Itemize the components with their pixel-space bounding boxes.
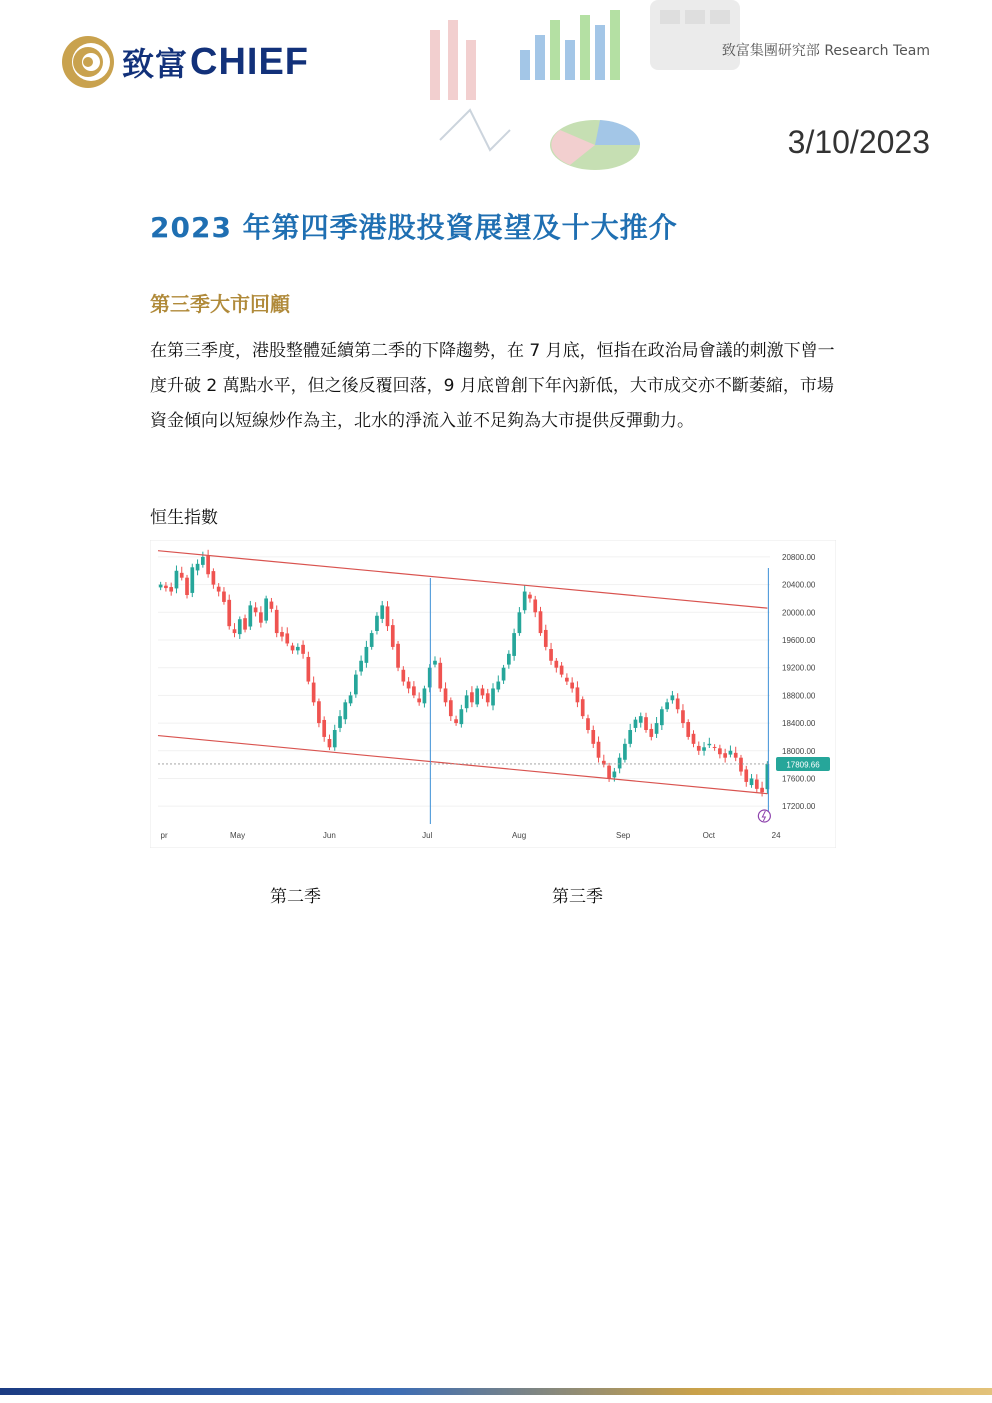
- candle-body: [539, 611, 543, 633]
- candle-body: [159, 585, 163, 588]
- candle-body: [201, 557, 205, 565]
- candle-body: [449, 700, 453, 716]
- chart-caption: 恒生指數: [150, 508, 218, 528]
- candle-body: [554, 661, 558, 668]
- candle-body: [275, 610, 279, 633]
- candle-body: [212, 571, 216, 585]
- candle-body: [301, 645, 305, 654]
- candle-body: [465, 695, 469, 708]
- candle-body: [328, 739, 332, 747]
- x-tick-label: 24: [771, 831, 781, 840]
- x-tick-label: Jun: [322, 831, 336, 840]
- y-tick-label: 19600.00: [782, 636, 816, 645]
- candle-body: [460, 709, 464, 724]
- candle-body: [396, 644, 400, 668]
- candle-body: [190, 567, 194, 593]
- candle-body: [365, 647, 369, 663]
- candle-body: [296, 647, 300, 650]
- candle-body: [576, 687, 580, 702]
- candle-body: [560, 666, 564, 675]
- candle-body: [671, 695, 675, 700]
- candle-body: [760, 788, 764, 793]
- quarter-label-q2: 第二季: [270, 887, 321, 907]
- candle-body: [512, 633, 516, 656]
- candle-body: [518, 612, 522, 633]
- candle-body: [423, 688, 427, 703]
- candle-body: [354, 675, 358, 695]
- candle-body: [686, 722, 690, 737]
- candle-body: [750, 778, 754, 785]
- candle-body: [259, 612, 263, 622]
- candle-body: [428, 668, 432, 688]
- candle-body: [444, 688, 448, 702]
- research-team-label: 致富集團研究部 Research Team: [721, 43, 930, 59]
- logo-text-chinese: 致富: [122, 45, 189, 83]
- candle-body: [438, 663, 442, 689]
- candle-body: [523, 592, 527, 611]
- candle-body: [412, 686, 416, 695]
- candle-body: [533, 600, 537, 613]
- candle-body: [744, 769, 748, 781]
- y-tick-label: 20800.00: [782, 552, 816, 562]
- x-tick-label: Oct: [702, 831, 716, 840]
- header-decorative-illustration: [400, 0, 760, 200]
- y-tick-label: 18400.00: [782, 719, 816, 729]
- candle-body: [676, 699, 680, 710]
- hsi-candlestick-chart: [150, 540, 836, 848]
- candle-body: [454, 719, 458, 723]
- chief-logo-icon: [60, 34, 116, 90]
- candle-body: [238, 619, 242, 634]
- candle-body: [370, 633, 374, 647]
- candle-body: [634, 720, 638, 728]
- candle-body: [343, 702, 347, 719]
- candle-body: [718, 748, 722, 754]
- candle-body: [169, 587, 173, 592]
- candle-body: [285, 633, 289, 643]
- y-tick-label: 17200.00: [782, 802, 816, 812]
- candle-body: [481, 688, 485, 695]
- candle-body: [264, 598, 268, 620]
- candle-body: [723, 753, 727, 758]
- candle-body: [755, 780, 759, 789]
- candle-body: [491, 688, 495, 705]
- candle-body: [586, 718, 590, 730]
- candle-body: [470, 692, 474, 702]
- candle-body: [175, 571, 179, 589]
- y-tick-label: 18800.00: [782, 691, 816, 701]
- last-price-label: 17809.66: [786, 760, 820, 770]
- x-tick-label: Jul: [422, 831, 433, 840]
- x-tick-label: May: [229, 831, 246, 840]
- candle-body: [486, 693, 490, 702]
- y-tick-label: 19200.00: [782, 663, 816, 673]
- candle-body: [270, 602, 274, 609]
- candle-body: [291, 646, 295, 651]
- candle-body: [386, 606, 390, 626]
- candle-body: [417, 699, 421, 703]
- candle-body: [639, 716, 643, 723]
- candle-body: [206, 556, 210, 574]
- candle-body: [312, 683, 316, 703]
- candle-body: [692, 734, 696, 744]
- candle-body: [217, 587, 221, 592]
- candle-body: [407, 682, 411, 689]
- candle-body: [649, 729, 653, 737]
- candle-body: [628, 730, 632, 744]
- candle-body: [681, 710, 685, 723]
- candle-body: [660, 709, 664, 725]
- candle-body: [565, 678, 569, 682]
- candle-body: [502, 668, 506, 681]
- y-tick-label: 17600.00: [782, 774, 816, 784]
- event-marker-icon: [758, 810, 770, 822]
- candle-body: [665, 702, 669, 709]
- section-paragraph-q3-review: 在第三季度，港股整體延續第二季的下降趨勢，在 7 月底，恒指在政治局會議的刺激下曾一度升破 2 萬點水平，但之後反覆回落，9 月底曾創下年內新低，大市成交亦不斷萎縮，市場資金傾向以短線炒作為主，北水的淨流入並不足夠為大市提供反彈動力。: [150, 341, 835, 431]
- section-heading-q3-review: 第三季大市回顧: [150, 292, 290, 316]
- candle-body: [644, 717, 648, 730]
- candle-body: [391, 625, 395, 647]
- candle-body: [544, 630, 548, 647]
- candle-body: [222, 592, 226, 602]
- candle-body: [180, 573, 184, 578]
- candle-body: [254, 607, 258, 612]
- y-tick-label: 18000.00: [782, 746, 816, 756]
- company-logo: [60, 34, 309, 90]
- candle-body: [359, 661, 363, 672]
- candle-body: [713, 747, 717, 748]
- candle-body: [570, 683, 574, 689]
- candle-body: [227, 600, 231, 626]
- candle-body: [697, 746, 701, 751]
- candle-body: [729, 751, 733, 755]
- candle-body: [549, 649, 553, 661]
- candle-body: [317, 701, 321, 723]
- logo-text-english: CHIEF: [190, 40, 310, 83]
- candle-body: [507, 654, 511, 665]
- candle-body: [280, 632, 284, 637]
- candle-body: [380, 605, 384, 619]
- candle-body: [401, 670, 405, 682]
- candle-body: [655, 723, 659, 734]
- candle-body: [307, 657, 311, 682]
- candle-body: [164, 586, 168, 588]
- candle-body: [739, 758, 743, 772]
- candle-body: [185, 578, 189, 595]
- candle-body: [243, 618, 247, 629]
- candle-body: [581, 699, 585, 716]
- y-tick-label: 20000.00: [782, 608, 816, 618]
- candle-body: [613, 772, 617, 778]
- footer-gradient-bar: [0, 1388, 992, 1395]
- candle-body: [322, 720, 326, 737]
- x-tick-label: Aug: [511, 831, 527, 840]
- candle-body: [591, 730, 595, 744]
- candle-body: [233, 629, 237, 633]
- quarter-label-q3: 第三季: [552, 887, 603, 907]
- candle-body: [597, 742, 601, 758]
- x-tick-label: Sep: [616, 831, 631, 840]
- candle-body: [375, 616, 379, 631]
- candle-body: [496, 682, 500, 690]
- candle-body: [349, 695, 353, 703]
- candle-body: [707, 744, 711, 745]
- candle-body: [607, 766, 611, 779]
- candle-body: [702, 747, 706, 750]
- candle-body: [333, 730, 337, 747]
- x-tick-label: pr: [160, 831, 168, 840]
- report-title: 2023 年第四季港股投資展望及十大推介: [150, 211, 678, 244]
- candle-body: [433, 661, 437, 665]
- candle-body: [528, 595, 532, 599]
- report-date: 3/10/2023: [787, 124, 930, 160]
- candle-body: [338, 716, 342, 728]
- candle-body: [734, 753, 738, 758]
- candle-body: [618, 758, 622, 769]
- candle-body: [623, 744, 627, 760]
- candle-body: [248, 605, 252, 626]
- candle-body: [475, 688, 479, 704]
- candle-body: [196, 564, 200, 571]
- y-tick-label: 20400.00: [782, 580, 816, 590]
